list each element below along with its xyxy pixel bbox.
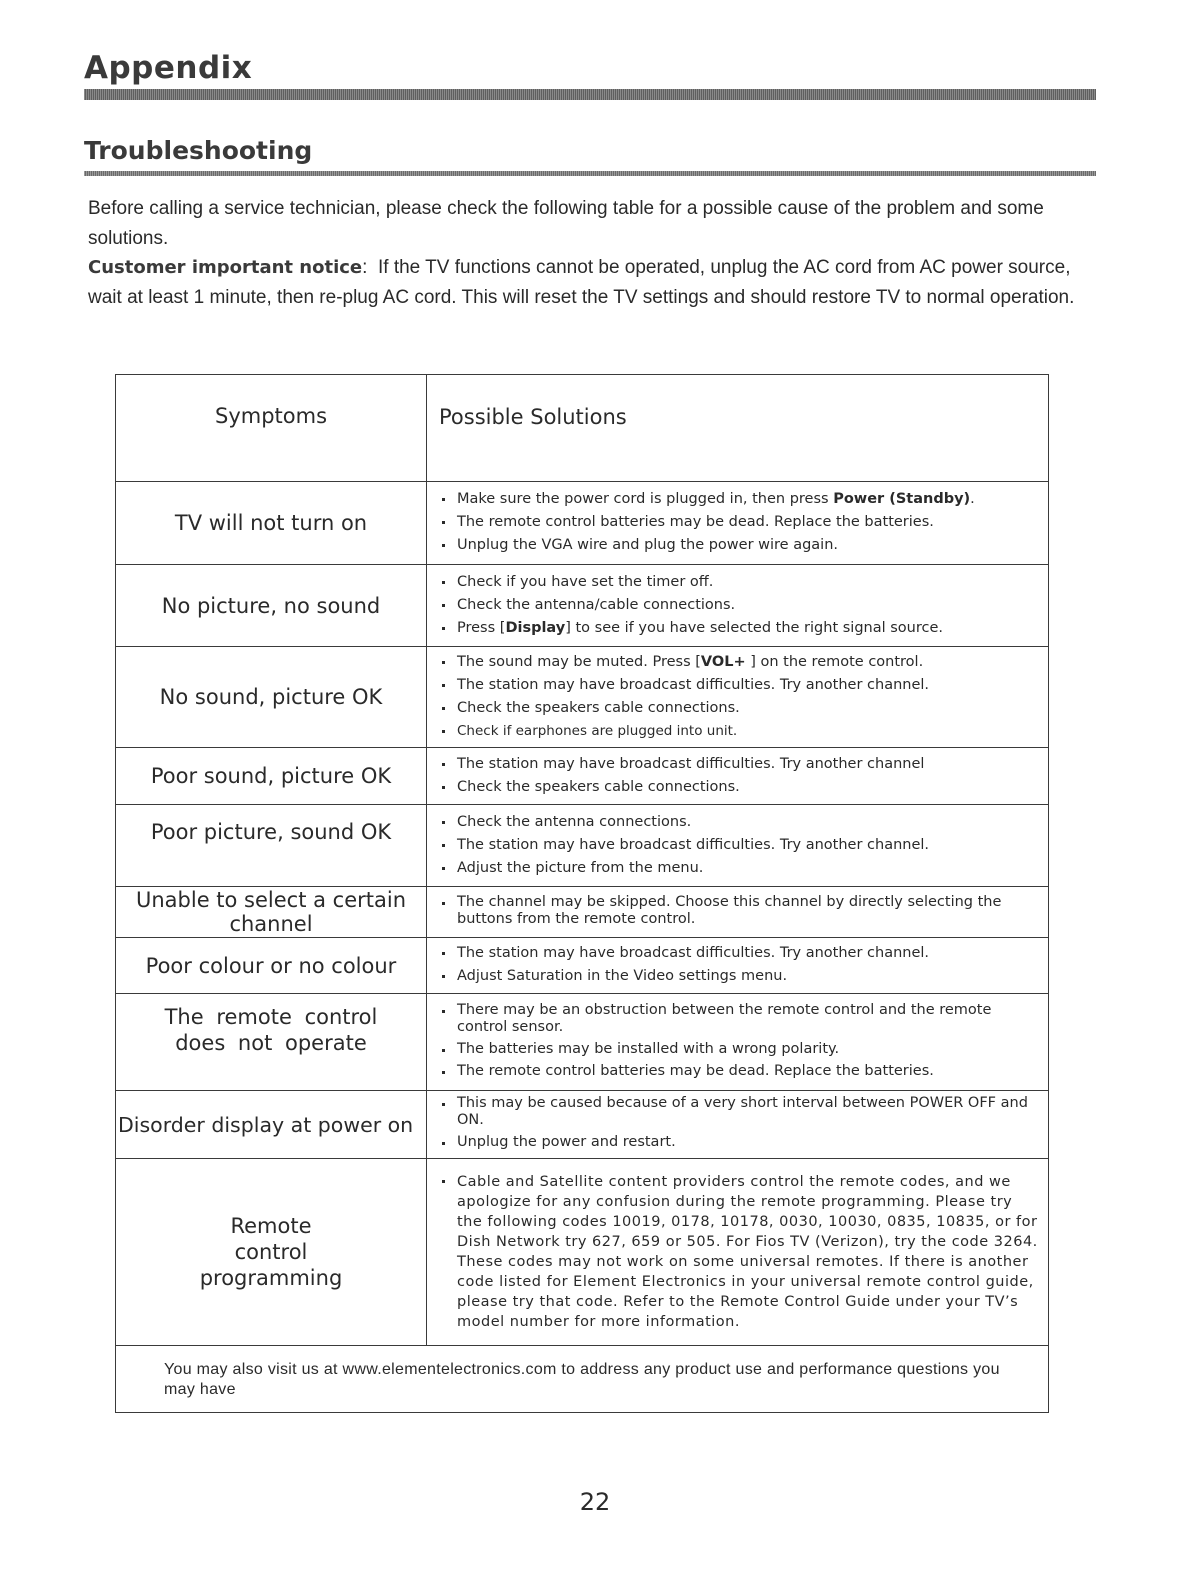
solution-item: Unplug the power and restart. [439, 1134, 1042, 1151]
table-row [116, 647, 1049, 748]
symptom-cell: TV will not turn on [116, 482, 427, 565]
notice-text: If the TV functions cannot be operated, unplug the AC cord from AC power source, wait at least 1 minute, then re-plug AC cord. This will reset the TV settings and should restore TV to normal operation. [88, 257, 1075, 308]
solution-cell [427, 1091, 1049, 1159]
symptom-cell: Poor colour or no colour [116, 938, 427, 994]
section-rule [84, 171, 1096, 176]
solution-item: Check the speakers cable connections. [439, 778, 1042, 797]
solution-item: The station may have broadcast difficulties. Try another channel. [439, 676, 1042, 695]
intro-paragraph: Before calling a service technician, please check the following table for a possible cause of the problem and some solutions. [88, 198, 1044, 249]
symptom-cell: No sound, picture OK [116, 647, 427, 748]
solution-cell [427, 938, 1049, 994]
symptom-cell: Poor picture, sound OK [116, 805, 427, 887]
table-row [116, 938, 1049, 994]
solution-item: There may be an obstruction between the remote control and the remote control sensor. [439, 1002, 1042, 1036]
symptom-cell: No picture, no sound [116, 565, 427, 647]
symptom-cell: Poor sound, picture OK [116, 748, 427, 805]
solution-item: This may be caused because of a very short interval between POWER OFF and ON. [439, 1095, 1042, 1129]
symptoms-header: Symptoms [116, 375, 427, 482]
table-footer-row [116, 1346, 1049, 1413]
solution-cell [427, 887, 1049, 938]
table-row [116, 482, 1049, 565]
intro-text [88, 194, 1088, 312]
solution-item: Check if earphones are plugged into unit. [439, 722, 1042, 741]
solution-cell [427, 482, 1049, 565]
table-row [116, 994, 1049, 1091]
solution-item: The station may have broadcast difficulties. Try another channel. [439, 836, 1042, 855]
solution-item: Adjust the picture from the menu. [439, 859, 1042, 878]
solution-item: The station may have broadcast difficulties. Try another channel. [439, 944, 1042, 963]
symptom-cell: Remote control programming [116, 1159, 427, 1346]
solution-item: Cable and Satellite content providers control the remote codes, and we apologize for any confusion during the remote programming. Please try the following codes 10019, 0178, 10178, 0030, 10030, 0835, 10835, or for Dish Network try 627, 659 or 505. For Fios TV (Verizon), try the code 3264. These codes may not work on some universal remotes. If there is another code listed for Element Electronics in your universal remote control guide, please try that code. Refer to the Remote Control Guide under your TV’s model number for more information. [439, 1172, 1042, 1332]
customer-notice [88, 253, 1088, 312]
display-key: Display [505, 619, 566, 636]
solution-item: The batteries may be installed with a wrong polarity. [439, 1041, 1042, 1058]
table-row [116, 805, 1049, 887]
troubleshooting-heading: Troubleshooting [84, 136, 313, 165]
solution-item: Check the antenna/cable connections. [439, 596, 1042, 615]
title-rule [84, 89, 1096, 100]
appendix-title: Appendix [84, 50, 253, 86]
troubleshooting-table [115, 374, 1049, 1413]
solution-item: The remote control batteries may be dead. Replace the batteries. [439, 1063, 1042, 1080]
footer-note: You may also visit us at www.elementelectronics.com to address any product use and performance questions you may have [116, 1346, 1049, 1413]
solution-cell [427, 647, 1049, 748]
solution-item: Check the speakers cable connections. [439, 699, 1042, 718]
solution-item: Check the antenna connections. [439, 813, 1042, 832]
symptom-cell: The remote control does not operate [116, 994, 427, 1091]
power-standby-key: Power (Standby) [833, 491, 971, 507]
solution-item: Adjust Saturation in the Video settings menu. [439, 967, 1042, 986]
solution-item: The station may have broadcast difficulties. Try another channel [439, 755, 1042, 774]
solution-cell [427, 805, 1049, 887]
solution-cell [427, 1159, 1049, 1346]
solutions-header: Possible Solutions [427, 375, 1049, 482]
notice-label: Customer important notice [88, 257, 363, 278]
solution-item: The remote control batteries may be dead. Replace the batteries. [439, 513, 1042, 532]
table-row [116, 565, 1049, 647]
solution-cell [427, 748, 1049, 805]
solution-cell [427, 565, 1049, 647]
solution-item: Check if you have set the timer off. [439, 573, 1042, 592]
solution-cell [427, 994, 1049, 1091]
solution-item: Make sure the power cord is plugged in, then press Power (Standby). [439, 490, 1042, 509]
notice-colon: : [362, 257, 368, 278]
table-row [116, 748, 1049, 805]
solution-item: Press [Display] to see if you have selected the right signal source. [439, 619, 1042, 638]
symptom-cell: Disorder display at power on [116, 1091, 427, 1159]
solution-item: Unplug the VGA wire and plug the power wire again. [439, 536, 1042, 555]
page-number: 22 [579, 1488, 611, 1516]
table-header-row [116, 375, 1049, 482]
table-row [116, 1091, 1049, 1159]
table-row [116, 1159, 1049, 1346]
solution-item: The sound may be muted. Press [VOL+ ] on the remote control. [439, 653, 1042, 672]
vol-plus-key: VOL+ [700, 653, 746, 670]
symptom-cell: Unable to select a certain channel [116, 887, 427, 938]
table-row [116, 887, 1049, 938]
solution-item: The channel may be skipped. Choose this channel by directly selecting the buttons from the remote control. [439, 894, 1042, 928]
